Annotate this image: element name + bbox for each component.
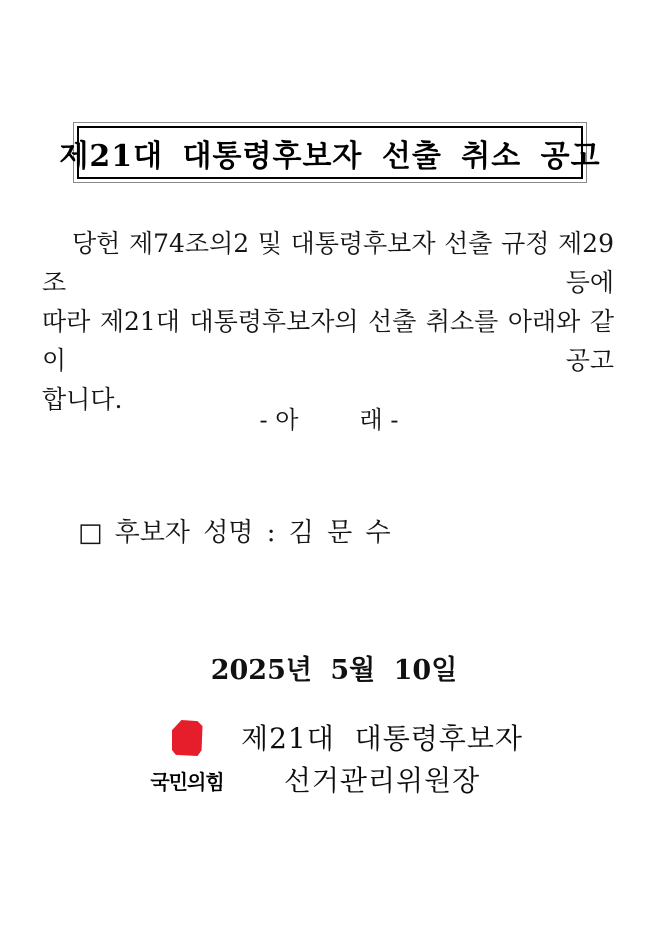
checkbox-square-icon: □ bbox=[78, 518, 103, 548]
party-name-text: 국민의힘 bbox=[150, 770, 224, 794]
notice-title-box bbox=[59, 122, 601, 183]
notice-title: 제21대 대통령후보자 선출 취소 공고 bbox=[59, 138, 601, 174]
signature-line-2: 선거관리위원장 bbox=[283, 764, 481, 797]
signature-block bbox=[236, 718, 528, 802]
notice-body-line-1: 당헌 제74조의2 및 대통령후보자 선출 규정 제29조 등에 bbox=[42, 229, 614, 297]
notice-body-line-2: 따라 제21대 대통령후보자의 선출 취소를 아래와 같이 공고 bbox=[42, 307, 614, 375]
candidate-name-text: 후보자 성명 : 김 문 수 bbox=[114, 518, 391, 548]
notice-body bbox=[42, 224, 614, 419]
signature-line-1: 제21대 대통령후보자 bbox=[241, 722, 523, 755]
people-power-party-symbol-icon bbox=[172, 720, 203, 756]
section-divider-arae: - 아 래 - bbox=[259, 406, 399, 434]
candidate-name-line bbox=[78, 512, 391, 549]
notice-title-box-inner bbox=[59, 126, 601, 179]
notice-body-line-3: 합니다. bbox=[42, 385, 123, 414]
notice-date: 2025년 5월 10일 bbox=[210, 655, 458, 686]
party-logo bbox=[148, 720, 226, 795]
